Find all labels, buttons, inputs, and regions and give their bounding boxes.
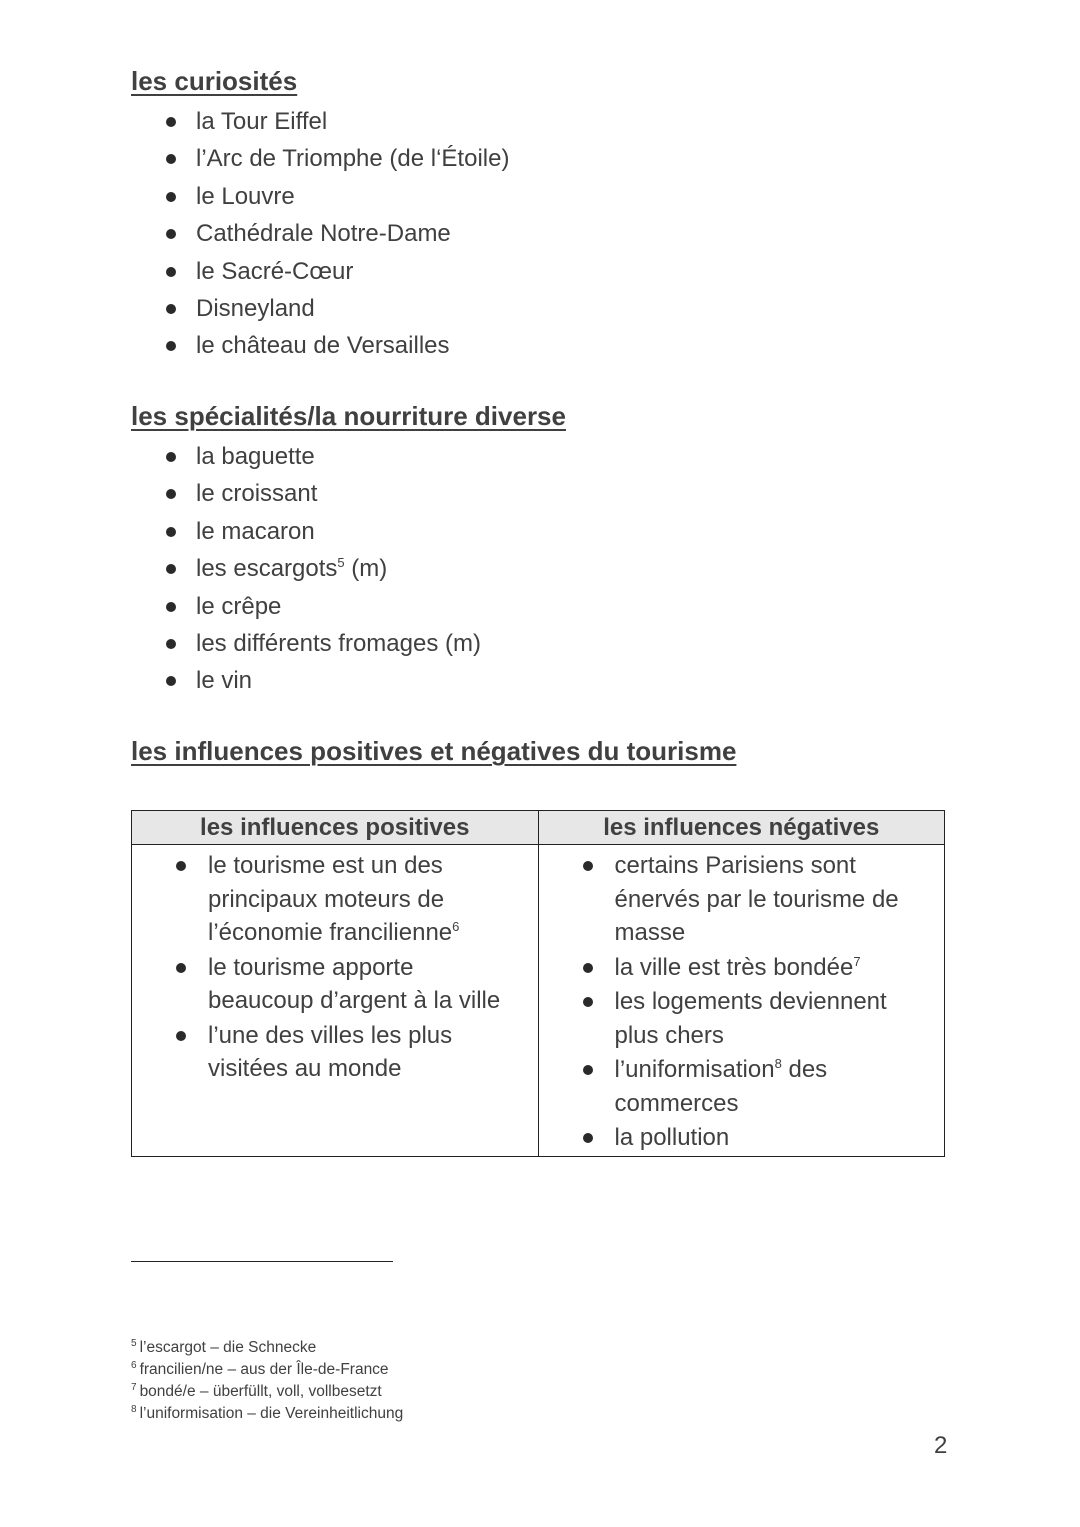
- list-item: la Tour Eiffel: [160, 103, 509, 140]
- list-item: le vin: [160, 662, 481, 699]
- footnote-text: l’escargot – die Schnecke: [139, 1339, 317, 1356]
- footnote: [131, 1337, 403, 1359]
- escargots-text: les escargots: [196, 555, 338, 583]
- footnote: [131, 1359, 403, 1381]
- header-positive: les influences positives: [132, 811, 539, 845]
- footnote-ref-6[interactable]: 6: [452, 919, 460, 934]
- section-title-influences: les influences positives et négatives du tourisme: [131, 736, 737, 766]
- negative-cell: [538, 845, 945, 1157]
- list-item: l’Arc de Triomphe (de l‘Étoile): [160, 140, 509, 177]
- footnote-ref-7[interactable]: 7: [853, 953, 861, 969]
- list-item: l’une des villes les plus visitées au monde: [172, 1019, 518, 1086]
- list-item: Disneyland: [160, 290, 509, 327]
- page-number: 2: [934, 1432, 948, 1459]
- positive-cell: [132, 845, 539, 1157]
- list-item: le château de Versailles: [160, 327, 509, 364]
- list-item: [160, 550, 481, 587]
- influences-table: [131, 810, 945, 1157]
- negative-item-text: l’uniformisation: [614, 1056, 775, 1083]
- list-item: les logements deviennent plus chers: [579, 985, 925, 1052]
- list-item: certains Parisiens sont énervés par le tourisme de masse: [579, 849, 925, 950]
- footnote-text: l’uniformisation – die Vereinheitlichung: [139, 1405, 404, 1422]
- footnote-separator: [131, 1261, 393, 1262]
- list-item: [579, 951, 925, 985]
- footnote: [131, 1381, 403, 1403]
- positive-item-text: le tourisme est un des principaux moteurs de l’économie francilienne: [208, 852, 453, 946]
- section-title-specialites: les spécialités/la nourriture diverse: [131, 401, 566, 431]
- list-item: la baguette: [160, 438, 481, 475]
- list-item: le croissant: [160, 475, 481, 512]
- header-negative: les influences négatives: [538, 811, 945, 845]
- list-item: le tourisme apporte beaucoup d’argent à la ville: [172, 951, 518, 1018]
- list-item: le Louvre: [160, 178, 509, 215]
- list-item: [172, 849, 518, 950]
- footnote-ref-8[interactable]: 8: [774, 1056, 782, 1071]
- footnote-number: 7: [131, 1381, 137, 1393]
- escargots-suffix: (m): [344, 555, 388, 583]
- footnote: [131, 1403, 403, 1425]
- footnote-number: 8: [131, 1403, 137, 1415]
- curiosites-list: [160, 103, 509, 365]
- footnote-ref-5[interactable]: 5: [337, 555, 345, 571]
- footnote-text: bondé/e – überfüllt, voll, vollbesetzt: [139, 1383, 382, 1400]
- list-item: Cathédrale Notre-Dame: [160, 215, 509, 252]
- footnotes: [131, 1337, 403, 1425]
- section-title-curiosites: les curiosités: [131, 66, 298, 96]
- list-item: [579, 1053, 925, 1120]
- specialites-list: [160, 438, 481, 700]
- list-item: le Sacré-Cœur: [160, 253, 509, 290]
- list-item: le crêpe: [160, 588, 481, 625]
- list-item: le macaron: [160, 513, 481, 550]
- negative-item-text: la ville est très bondée: [614, 953, 854, 981]
- footnote-number: 5: [131, 1337, 137, 1349]
- list-item: les différents fromages (m): [160, 625, 481, 662]
- footnote-number: 6: [131, 1359, 137, 1371]
- footnote-text: francilien/ne – aus der Île-de-France: [139, 1361, 389, 1378]
- negative-item-text: des commerces: [614, 1056, 828, 1117]
- list-item: la pollution: [579, 1121, 925, 1155]
